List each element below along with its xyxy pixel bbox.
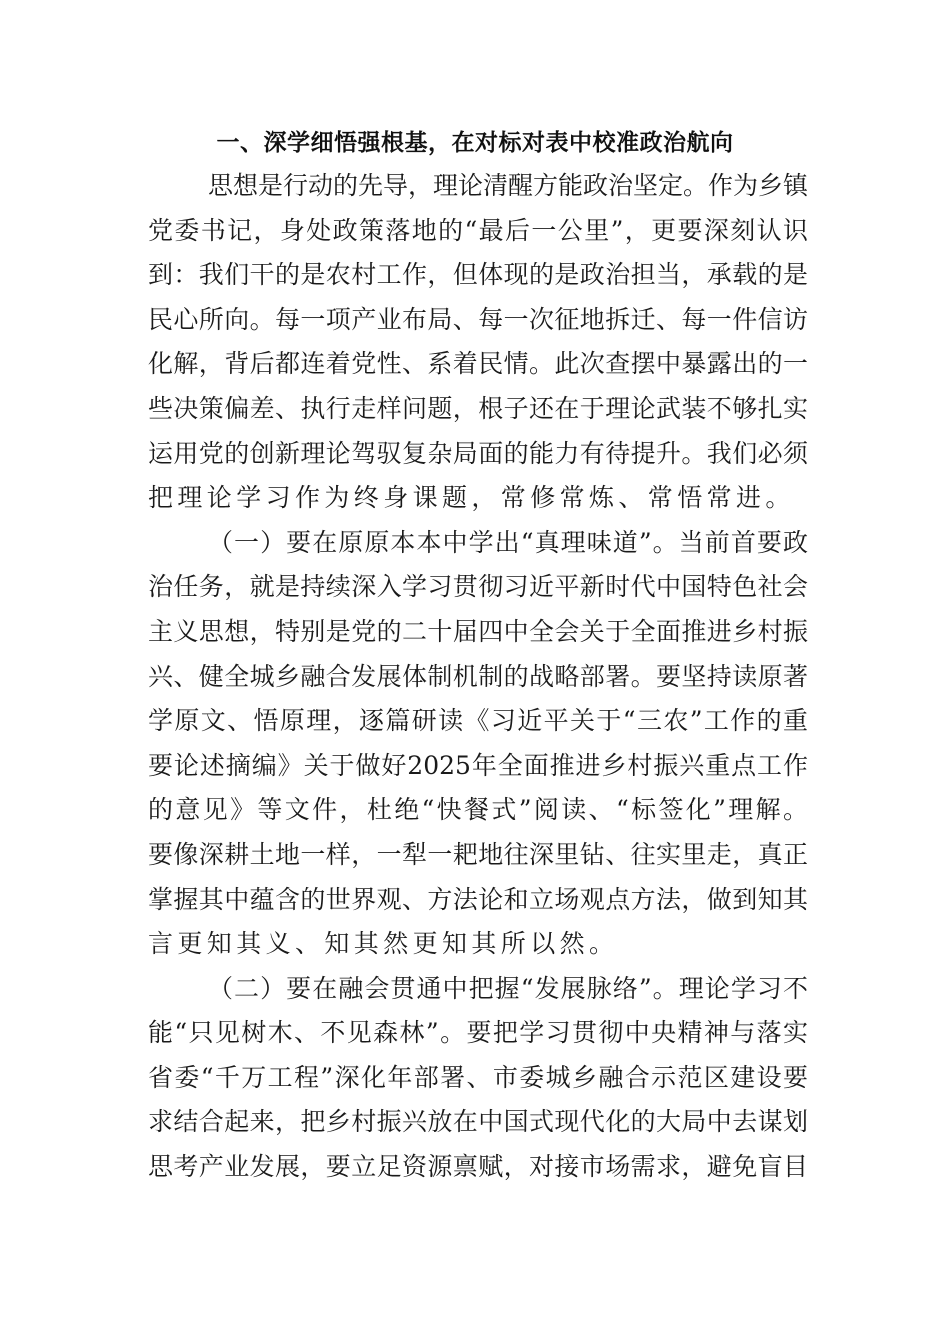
text-line: 到：我们干的是农村工作，但体现的是政治担当，承载的是 bbox=[148, 260, 808, 290]
text-line: 兴、健全城乡融合发展体制机制的战略部署。要坚持读原著 bbox=[148, 661, 808, 691]
text-line: 思考产业发展，要立足资源禀赋，对接市场需求，避免盲目 bbox=[148, 1152, 808, 1182]
text-line: 治任务，就是持续深入学习贯彻习近平新时代中国特色社会 bbox=[148, 572, 808, 602]
text-line: 党委书记，身处政策落地的“最后一公里”，更要深刻认识 bbox=[148, 215, 808, 245]
paragraph-2 bbox=[148, 521, 808, 967]
section-heading: 一、深学细悟强根基，在对标对表中校准政治航向 bbox=[216, 130, 734, 156]
text-line: 要像深耕土地一样，一犁一耙地往深里钻、往实里走，真正 bbox=[148, 839, 808, 869]
text-line: 些决策偏差、执行走样问题，根子还在于理论武装不够扎实 bbox=[148, 393, 808, 423]
text-line: 把理论学习作为终身课题，常修常炼、常悟常进。 bbox=[148, 483, 795, 513]
text-line: 要论述摘编》关于做好2025年全面推进乡村振兴重点工作 bbox=[148, 750, 808, 780]
text-line: 求结合起来，把乡村振兴放在中国式现代化的大局中去谋划 bbox=[148, 1107, 808, 1137]
text-line: 思想是行动的先导，理论清醒方能政治坚定。作为乡镇 bbox=[208, 171, 809, 200]
text-line: 化解，背后都连着党性、系着民情。此次查摆中暴露出的一 bbox=[148, 349, 808, 379]
text-line: （二）要在融会贯通中把握“发展脉络”。理论学习不 bbox=[208, 973, 808, 1003]
text-line: 的意见》等文件，杜绝“快餐式”阅读、“标签化”理解。 bbox=[148, 795, 809, 825]
text-line: 能“只见树木、不见森林”。要把学习贯彻中央精神与落实 bbox=[148, 1018, 808, 1048]
paragraph-1 bbox=[148, 164, 808, 521]
text-line: 主义思想，特别是党的二十届四中全会关于全面推进乡村振 bbox=[148, 616, 808, 646]
text-line: （一）要在原原本本中学出“真理味道”。当前首要政 bbox=[208, 527, 808, 557]
text-line: 民心所向。每一项产业布局、每一次征地拆迁、每一件信访 bbox=[148, 304, 808, 334]
text-line: 学原文、悟原理，逐篇研读《习近平关于“三农”工作的重 bbox=[148, 706, 808, 736]
text-line: 运用党的创新理论驾驭复杂局面的能力有待提升。我们必须 bbox=[148, 438, 808, 468]
text-line: 言更知其义、知其然更知其所以然。 bbox=[148, 929, 619, 959]
document-body bbox=[148, 164, 808, 1190]
text-line: 省委“千万工程”深化年部署、市委城乡融合示范区建设要 bbox=[148, 1062, 808, 1092]
paragraph-3 bbox=[148, 967, 808, 1190]
text-line: 掌握其中蕴含的世界观、方法论和立场观点方法，做到知其 bbox=[148, 884, 808, 914]
